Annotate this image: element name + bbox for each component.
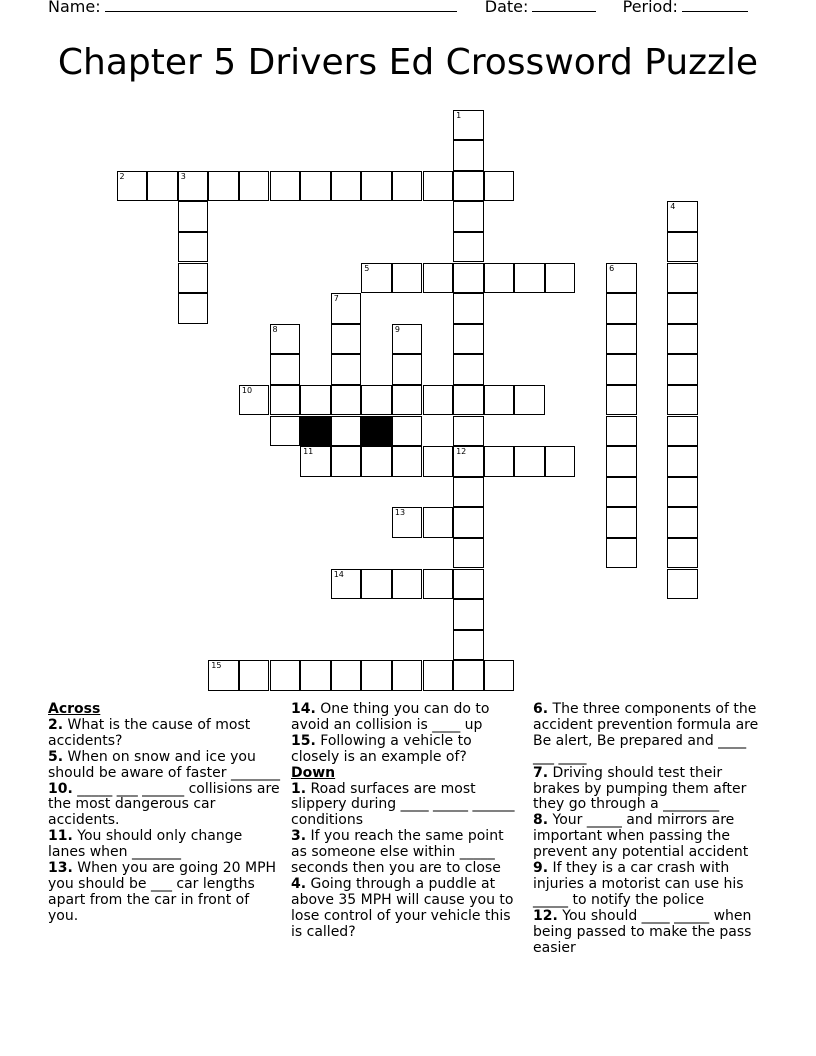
clue-number-4: 4 <box>670 202 676 212</box>
clue-number: 12. <box>533 907 558 924</box>
grid-cell[interactable] <box>667 263 698 294</box>
grid-cell[interactable] <box>453 599 484 630</box>
grid-cell[interactable] <box>331 416 362 447</box>
clue <box>48 750 280 782</box>
clue-number-3: 3 <box>180 171 186 181</box>
clue-text: What is the cause of most accidents? <box>48 716 251 749</box>
clue-text: You should ____ _____ when being passed to make the pass easier <box>533 907 752 956</box>
grid-cell[interactable] <box>423 263 454 294</box>
grid-cell[interactable] <box>392 263 423 294</box>
clue <box>291 782 523 830</box>
grid-cell[interactable] <box>453 232 484 263</box>
grid-cell[interactable] <box>606 507 637 538</box>
across-heading: Across <box>48 701 101 717</box>
grid-cell[interactable] <box>667 201 698 232</box>
grid-cell[interactable] <box>392 569 423 600</box>
grid-cell[interactable] <box>270 385 301 416</box>
clue-number-7: 7 <box>333 294 339 304</box>
grid-cell[interactable] <box>147 171 178 202</box>
grid-cell[interactable] <box>270 324 301 355</box>
grid-cell[interactable] <box>453 630 484 661</box>
grid-cell[interactable] <box>514 446 545 477</box>
clue-number: 4. <box>291 875 307 892</box>
grid-cell[interactable] <box>331 293 362 324</box>
grid-cell[interactable] <box>667 293 698 324</box>
clue-text: _____ ___ ______ collisions are the most dangerous car accidents. <box>48 780 280 829</box>
grid-cell[interactable] <box>453 354 484 385</box>
grid-cell[interactable] <box>117 171 148 202</box>
grid-cell[interactable] <box>545 446 576 477</box>
grid-cell[interactable] <box>484 263 515 294</box>
grid-cell[interactable] <box>453 110 484 141</box>
grid-cell[interactable] <box>208 171 239 202</box>
grid-cell[interactable] <box>392 324 423 355</box>
grid-cell[interactable] <box>423 446 454 477</box>
student-info-header <box>48 0 748 16</box>
clue-text: Going through a puddle at above 35 MPH will cause you to lose control of your vehicle this is called? <box>291 875 514 940</box>
grid-cell[interactable] <box>453 293 484 324</box>
grid-cell[interactable] <box>606 538 637 569</box>
clue-text: If they is a car crash with injuries a motorist can use his _____ to notify the police <box>533 860 744 908</box>
clue <box>291 702 523 734</box>
grid-cell[interactable] <box>178 201 209 232</box>
grid-cell[interactable] <box>300 446 331 477</box>
clue-number: 9. <box>533 860 549 877</box>
grid-cell[interactable] <box>453 201 484 232</box>
grid-cell[interactable] <box>667 232 698 263</box>
period-field[interactable] <box>682 0 748 12</box>
grid-cell[interactable] <box>270 354 301 385</box>
grid-cell[interactable] <box>392 171 423 202</box>
grid-cell[interactable] <box>606 416 637 447</box>
clue-number-15: 15 <box>211 661 222 671</box>
clue <box>533 909 769 957</box>
grid-cell[interactable] <box>484 385 515 416</box>
grid-cell[interactable] <box>392 354 423 385</box>
grid-cell[interactable] <box>667 538 698 569</box>
grid-cell[interactable] <box>392 416 423 447</box>
grid-cell[interactable] <box>606 446 637 477</box>
period-label: Period: <box>622 0 678 16</box>
date-label: Date: <box>484 0 529 16</box>
grid-cell[interactable] <box>545 263 576 294</box>
clue <box>533 861 769 909</box>
clue-number-6: 6 <box>609 263 615 273</box>
grid-cell[interactable] <box>423 507 454 538</box>
clue-number: 11. <box>48 828 73 845</box>
clue-number-11: 11 <box>303 447 314 457</box>
clue-text: If you reach the same point as someone else within _____ seconds then you are to close <box>291 828 504 877</box>
grid-cell[interactable] <box>606 477 637 508</box>
grid-cell[interactable] <box>453 569 484 600</box>
clues-column-3 <box>533 702 769 957</box>
grid-cell[interactable] <box>606 324 637 355</box>
clues-column-1 <box>48 702 280 925</box>
grid-cell[interactable] <box>178 293 209 324</box>
clue-text: Driving should test their brakes by pumping them after they go through a ________ <box>533 764 747 813</box>
clue-text: When on snow and ice you should be aware of faster _______ <box>48 748 280 781</box>
clue-number-2: 2 <box>119 171 125 181</box>
grid-cell[interactable] <box>361 171 392 202</box>
grid-cell[interactable] <box>361 385 392 416</box>
clue <box>533 813 769 861</box>
clue <box>291 829 523 877</box>
grid-cell[interactable] <box>606 293 637 324</box>
grid-cell[interactable] <box>331 324 362 355</box>
clue-number: 13. <box>48 860 73 877</box>
clue-text: The three components of the accident prevention formula are Be alert, Be prepared and ____ ___ ____ <box>533 701 759 765</box>
grid-cell[interactable] <box>453 538 484 569</box>
grid-cell[interactable] <box>667 507 698 538</box>
clue <box>48 782 280 830</box>
grid-cell[interactable] <box>484 660 515 691</box>
grid-cell[interactable] <box>453 171 484 202</box>
grid-cell[interactable] <box>392 660 423 691</box>
grid-cell[interactable] <box>361 446 392 477</box>
grid-cell[interactable] <box>331 385 362 416</box>
clue <box>533 702 769 766</box>
grid-cell[interactable] <box>239 171 270 202</box>
grid-cell[interactable] <box>178 263 209 294</box>
grid-cell[interactable] <box>239 385 270 416</box>
grid-cell[interactable] <box>270 660 301 691</box>
clue-number-9: 9 <box>394 324 400 334</box>
grid-cell[interactable] <box>331 660 362 691</box>
grid-cell[interactable] <box>208 660 239 691</box>
clue <box>291 877 523 941</box>
grid-cell[interactable] <box>667 477 698 508</box>
down-heading: Down <box>291 764 336 781</box>
clue-number-10: 10 <box>241 385 253 395</box>
grid-cell[interactable] <box>453 385 484 416</box>
grid-cell[interactable] <box>453 416 484 447</box>
clue <box>533 766 769 814</box>
grid-cell[interactable] <box>361 660 392 691</box>
grid-cell[interactable] <box>667 385 698 416</box>
grid-cell[interactable] <box>300 660 331 691</box>
clue <box>291 734 523 766</box>
clue-number-1: 1 <box>456 110 462 120</box>
grid-cell[interactable] <box>392 446 423 477</box>
grid-cell[interactable] <box>423 171 454 202</box>
grid-cell[interactable] <box>453 263 484 294</box>
clue-number-14: 14 <box>333 569 344 579</box>
grid-cell[interactable] <box>392 507 423 538</box>
grid-cell[interactable] <box>484 171 515 202</box>
grid-cell[interactable] <box>606 263 637 294</box>
grid-cell[interactable] <box>514 385 545 416</box>
grid-cell[interactable] <box>361 569 392 600</box>
clue <box>48 718 280 750</box>
clue <box>48 861 280 925</box>
grid-cell[interactable] <box>453 324 484 355</box>
grid-cell[interactable] <box>667 416 698 447</box>
grid-cell[interactable] <box>178 171 209 202</box>
clue-number: 2. <box>48 716 64 733</box>
clue-text: One thing you can do to avoid an collision is ____ up <box>291 701 490 733</box>
grid-cell[interactable] <box>423 660 454 691</box>
grid-cell[interactable] <box>423 569 454 600</box>
clue-number: 15. <box>291 732 316 749</box>
clue-text: Following a vehicle to closely is an example of? <box>291 732 472 765</box>
grid-cell[interactable] <box>361 263 392 294</box>
grid-cell[interactable] <box>453 507 484 538</box>
grid-cell[interactable] <box>331 171 362 202</box>
clue-number: 8. <box>533 812 549 829</box>
clue-number-8: 8 <box>272 324 278 334</box>
grid-cell[interactable] <box>178 232 209 263</box>
clue-number: 3. <box>291 828 307 845</box>
clue <box>48 829 280 861</box>
grid-cell[interactable] <box>667 324 698 355</box>
grid-cell[interactable] <box>453 477 484 508</box>
clue-text: You should only change lanes when _______ <box>48 828 243 861</box>
grid-cell[interactable] <box>667 354 698 385</box>
name-label: Name: <box>48 0 101 16</box>
clue-text: Your _____ and mirrors are important when passing the prevent any potential accident <box>533 812 749 861</box>
grid-cell[interactable] <box>300 171 331 202</box>
grid-cell[interactable] <box>331 569 362 600</box>
clue-number: 10. <box>48 780 73 797</box>
grid-cell[interactable] <box>667 569 698 600</box>
grid-cell[interactable] <box>270 171 301 202</box>
grid-cell[interactable] <box>239 660 270 691</box>
clues-column-2 <box>291 702 523 941</box>
grid-cell[interactable] <box>331 446 362 477</box>
grid-cell[interactable] <box>453 446 484 477</box>
clue-number-13: 13 <box>394 508 406 518</box>
clue-text: When you are going 20 MPH you should be ___ car lengths apart from the car in front of you. <box>48 860 277 924</box>
black-cell <box>300 416 331 447</box>
clue-number: 1. <box>291 780 307 797</box>
grid-cell[interactable] <box>667 446 698 477</box>
clue-number-12: 12 <box>456 447 467 457</box>
grid-cell[interactable] <box>514 263 545 294</box>
grid-cell[interactable] <box>300 385 331 416</box>
clue-text: Road surfaces are most slippery during ____ _____ ______ conditions <box>291 780 515 829</box>
grid-cell[interactable] <box>270 416 301 447</box>
clue-number: 7. <box>533 764 549 781</box>
clue-number: 5. <box>48 748 64 765</box>
grid-cell[interactable] <box>392 385 423 416</box>
black-cell <box>361 416 392 447</box>
grid-cell[interactable] <box>606 385 637 416</box>
clue-number: 6. <box>533 701 549 717</box>
grid-cell[interactable] <box>331 354 362 385</box>
grid-cell[interactable] <box>453 660 484 691</box>
grid-cell[interactable] <box>453 140 484 171</box>
clue-number-5: 5 <box>364 263 370 273</box>
name-field[interactable] <box>105 0 457 12</box>
grid-cell[interactable] <box>423 385 454 416</box>
date-field[interactable] <box>532 0 596 12</box>
grid-cell[interactable] <box>484 446 515 477</box>
puzzle-title: Chapter 5 Drivers Ed Crossword Puzzle <box>57 42 759 83</box>
clue-number: 14. <box>291 701 316 717</box>
grid-cell[interactable] <box>606 354 637 385</box>
